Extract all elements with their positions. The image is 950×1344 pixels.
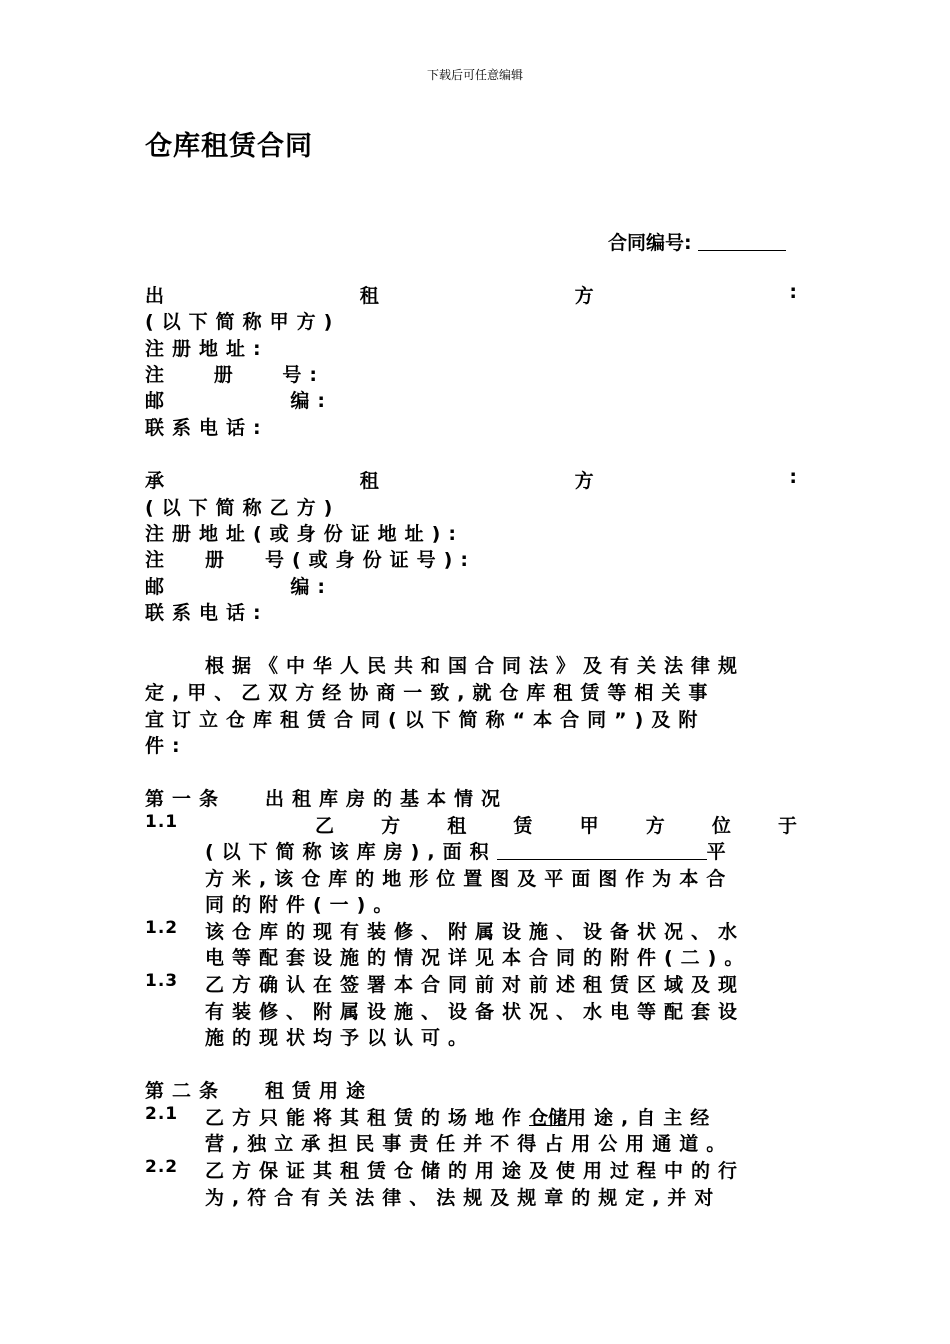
item-1-1-line: 同的附件(一)。 — [205, 894, 401, 916]
item-number: 1.2 — [145, 918, 179, 938]
item-1-1-char: 乙 — [315, 815, 335, 837]
lessor-reg-address: 注册地址: — [145, 338, 269, 360]
item-2-2-line: 乙方保证其租赁仓储的用途及使用过程中的行 — [205, 1160, 746, 1182]
lessee-label-char: 承 — [145, 470, 165, 492]
item-1-3-line: 有装修、附属设施、设备状况、水电等配套设 — [205, 1001, 746, 1023]
item-1-1-char: 租 — [447, 815, 467, 837]
lessor-postcode-char: 编: — [290, 390, 333, 412]
lessee-reg-no — [145, 545, 476, 572]
lessor-label-line — [145, 281, 797, 308]
lessor-postcode — [145, 386, 333, 413]
lessee-reg-no-char: 册 — [205, 549, 225, 571]
item-1-1-char: 位 — [711, 815, 731, 837]
page-title: 仓库租赁合同 — [145, 131, 313, 162]
lessor-label-char: 租 — [359, 285, 379, 307]
lessee-alias: (以下简称乙方) — [145, 497, 341, 519]
item-1-3-line: 乙方确认在签署本合同前对前述租赁区域及现 — [205, 974, 746, 996]
item-number: 2.2 — [145, 1157, 179, 1177]
item-1-1-char: 于 — [777, 815, 797, 837]
item-1-1-char: 甲 — [579, 815, 599, 837]
lessor-label-char: 出 — [145, 285, 165, 307]
article2-heading: 第二条 — [145, 1080, 227, 1102]
lessor-label-char: : — [789, 281, 797, 303]
lessee-reg-no-char: 号(或身份证号): — [265, 549, 476, 571]
item-2-1-text: 乙方只能将其租赁的场地作 — [205, 1107, 530, 1129]
lessee-postcode-char: 邮 — [145, 576, 165, 598]
item-number: 1.1 — [145, 812, 179, 832]
item-number: 2.1 — [145, 1104, 179, 1124]
preamble-line: 件: — [145, 735, 188, 757]
lessor-phone: 联系电话: — [145, 417, 269, 439]
lessee-reg-address: 注册地址(或身份证地址): — [145, 523, 464, 545]
lessor-reg-no-char: 册 — [213, 364, 233, 386]
lessee-reg-no-char: 注 — [145, 549, 165, 571]
contract-number — [608, 228, 786, 255]
lessee-postcode — [145, 572, 333, 599]
lessee-label-line — [145, 466, 797, 493]
header-note: 下载后可任意编辑 — [426, 68, 523, 82]
area-blank — [497, 841, 707, 860]
contract-number-blank — [698, 232, 786, 251]
lessee-phone: 联系电话: — [145, 602, 269, 624]
lessor-alias: (以下简称甲方) — [145, 311, 341, 333]
item-2-1-line: 营,独立承担民事责任并不得占用公用通道。 — [205, 1133, 734, 1155]
item-1-1-char: 方 — [381, 815, 401, 837]
preamble-line: 宜订立仓库租赁合同(以下简称“本合同”)及附 — [145, 709, 706, 731]
lessor-postcode-char: 邮 — [145, 390, 165, 412]
item-2-2-line: 为,符合有关法律、法规及规章的规定,并对 — [205, 1187, 722, 1209]
item-1-1-text: 平 — [706, 841, 726, 863]
item-1-1-char: 赁 — [513, 815, 533, 837]
usage-underlined: 仓储 — [529, 1107, 568, 1129]
lessee-label-char: : — [789, 466, 797, 488]
lessee-postcode-char: 编: — [290, 576, 333, 598]
item-1-1-text: (以下简称该库房),面积 — [205, 841, 497, 863]
lessor-reg-no-char: 号: — [282, 364, 325, 386]
article1-title: 出租库房的基本情况 — [265, 788, 509, 810]
lessor-reg-no-char: 注 — [145, 364, 165, 386]
item-2-1-line — [205, 1103, 717, 1130]
lessor-label-char: 方 — [574, 285, 594, 307]
item-1-2-line: 电等配套设施的情况详见本合同的附件(二)。 — [205, 947, 752, 969]
item-1-1-line — [315, 811, 797, 838]
item-1-2-line: 该仓库的现有装修、附属设施、设备状况、水 — [205, 921, 746, 943]
item-1-1-line — [205, 837, 726, 864]
item-1-1-line: 方米,该仓库的地形位置图及平面图作为本合 — [205, 868, 734, 890]
contract-number-label: 合同编号: — [608, 232, 692, 254]
item-1-3-line: 施的现状均予以认可。 — [205, 1027, 476, 1049]
preamble-line: 根据《中华人民共和国合同法》及有关法律规 — [205, 655, 746, 677]
item-number: 1.3 — [145, 971, 179, 991]
lessee-label-char: 租 — [359, 470, 379, 492]
preamble-line: 定,甲、乙双方经协商一致,就仓库租赁等相关事 — [145, 682, 716, 704]
lessee-label-char: 方 — [574, 470, 594, 492]
item-1-1-char: 方 — [645, 815, 665, 837]
article1-heading: 第一条 — [145, 788, 227, 810]
article2-title: 租赁用途 — [265, 1080, 374, 1102]
item-2-1-text: 用途,自主经 — [567, 1107, 718, 1129]
lessor-reg-no — [145, 360, 325, 387]
